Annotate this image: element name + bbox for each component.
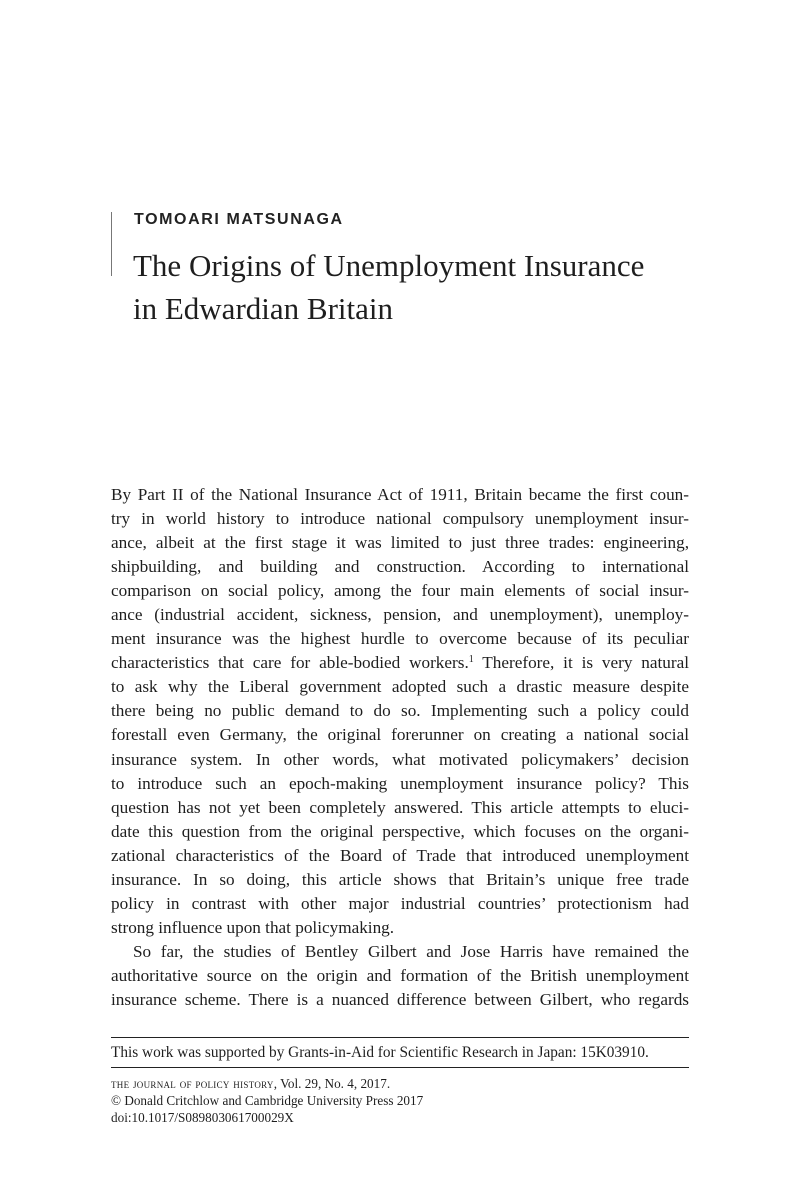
- text-line: to ask why the Liberal government adopted such a drastic measure despite: [111, 677, 689, 697]
- footnote-ref[interactable]: 1: [468, 654, 474, 666]
- text-line: there being no public demand to do so. Implementing such a policy could: [111, 701, 689, 721]
- text-line: question has not yet been completely answered. This article attempts to eluci-: [111, 797, 689, 817]
- text-line: zational characteristics of the Board of Trade that introduced unemployment: [111, 845, 689, 865]
- text-line: insurance. In so doing, this article shows that Britain’s unique free trade: [111, 869, 689, 889]
- text-line: date this question from the original perspective, which focuses on the organi-: [111, 821, 689, 841]
- text-line: try in world history to introduce national compulsory unemployment insur-: [111, 509, 689, 529]
- journal-info: [111, 1075, 423, 1126]
- text-line: strong influence upon that policymaking.: [111, 917, 395, 937]
- title-line: The Origins of Unemployment Insurance: [133, 248, 645, 283]
- journal-name: the journal of policy history: [111, 1076, 274, 1091]
- text-line: policy in contrast with other major industrial countries’ protectionism had: [111, 893, 689, 913]
- body-text: [111, 483, 689, 1012]
- text-line: ance (industrial accident, sickness, pension, and unemployment), unemploy-: [111, 605, 689, 625]
- text-line: insurance system. In other words, what motivated policymakers’ decision: [111, 749, 689, 769]
- text-line: authoritative source on the origin and formation of the British unemployment: [111, 965, 689, 985]
- text-line: forestall even Germany, the original forerunner on creating a national social: [111, 725, 689, 745]
- copyright: © Donald Critchlow and Cambridge University Press 2017: [111, 1093, 424, 1108]
- footnote-rule-bottom: [111, 1067, 689, 1068]
- funding-note: This work was supported by Grants-in-Aid for Scientific Research in Japan: 15K03910.: [111, 1044, 649, 1061]
- journal-issue: , Vol. 29, No. 4, 2017.: [273, 1076, 391, 1091]
- title-line: in Edwardian Britain: [133, 291, 393, 326]
- text-line: [111, 651, 689, 675]
- text-line: By Part II of the National Insurance Act of 1911, Britain became the first coun-: [111, 485, 689, 504]
- author-name: TOMOARI MATSUNAGA: [134, 211, 344, 228]
- text-line: ment insurance was the highest hurdle to overcome because of its peculiar: [111, 629, 689, 649]
- text-line: comparison on social policy, among the four main elements of social insur-: [111, 581, 689, 601]
- text-line: So far, the studies of Bentley Gilbert and Jose Harris have remained the: [133, 941, 689, 961]
- journal-citation: [111, 1075, 423, 1092]
- text-line: ance, albeit at the first stage it was limited to just three trades: engineering,: [111, 533, 689, 553]
- title-rule: [111, 212, 112, 276]
- doi[interactable]: doi:10.1017/S089803061700029X: [111, 1110, 294, 1125]
- article-title: [133, 244, 644, 330]
- text-line: insurance scheme. There is a nuanced difference between Gilbert, who regards: [111, 989, 689, 1009]
- text-segment: Therefore, it is very natural: [473, 653, 689, 673]
- text-line: to introduce such an epoch-making unemployment insurance policy? This: [111, 773, 689, 793]
- footnote-rule-top: [111, 1037, 689, 1038]
- text-line: shipbuilding, and building and construction. According to international: [111, 557, 689, 577]
- text-segment: characteristics that care for able-bodied workers.: [111, 653, 469, 673]
